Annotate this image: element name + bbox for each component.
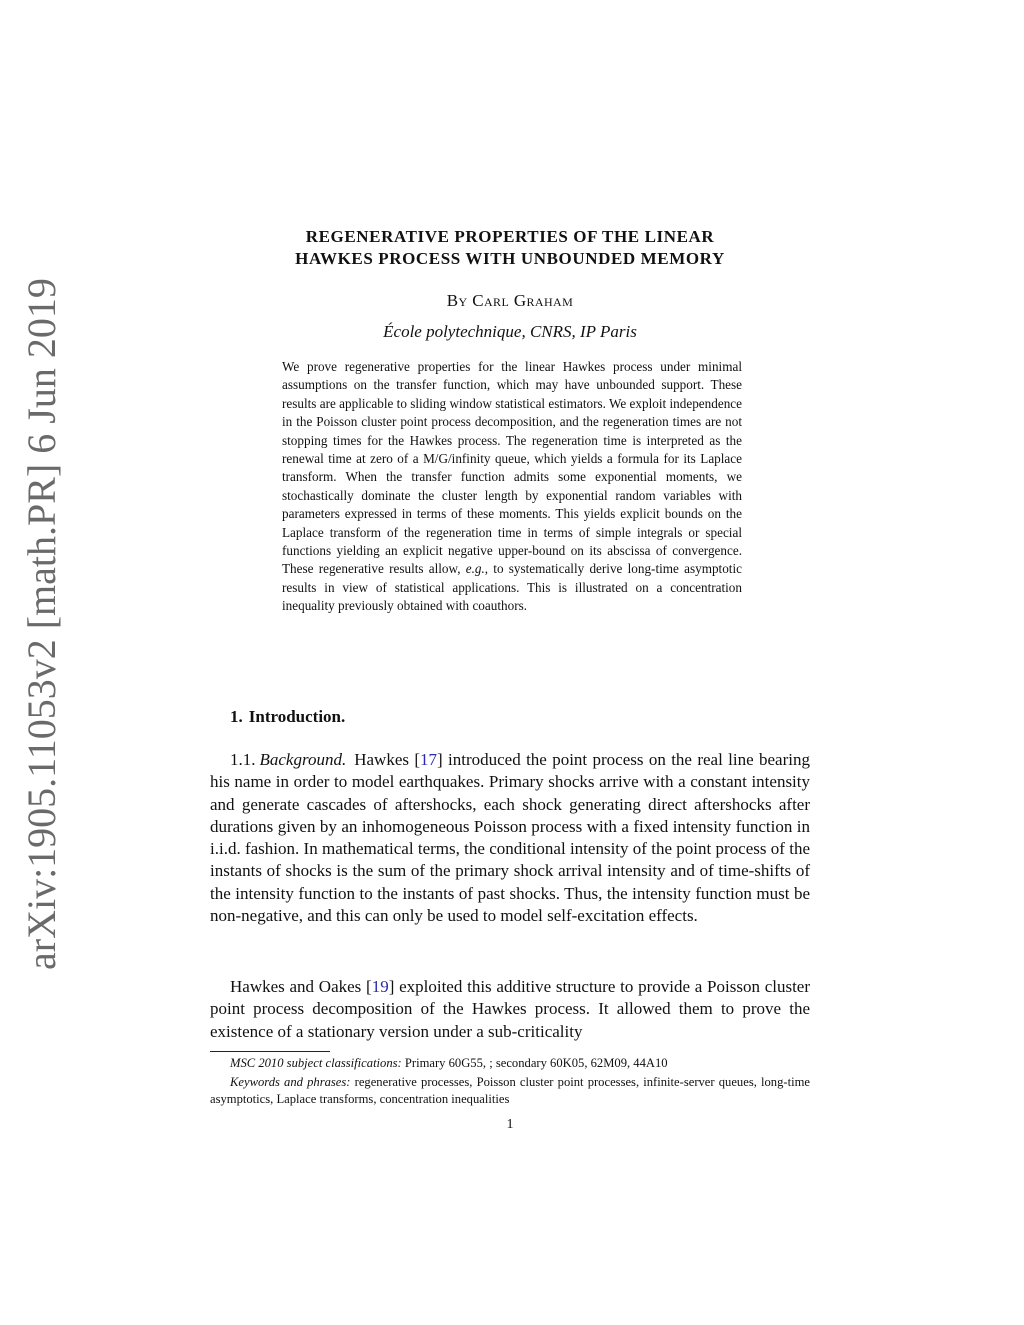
citation-link-19[interactable]: 19 xyxy=(371,977,389,996)
author-affiliation: École polytechnique, CNRS, IP Paris xyxy=(383,322,637,341)
paragraph1-text-b: ] introduced the point process on the real line bearing his name in order to model earthquakes. Primary shocks arrive with a constant intensity and generate cascades of aftershocks, each shock generating direct aftershocks after durations given by an inhomogeneous Poisson process with a fixed intensity function in i.i.d. fashion. In mathematical terms, the conditional intensity of the point process of the instants of shocks is the sum of the primary shock arrival intensity and of time-shifts of the intensity function to the instants of past shocks. Thus, the intensity function must be non-negative, and this can only be used to model self-excitation effects. xyxy=(210,750,810,926)
title-line-1: REGENERATIVE PROPERTIES OF THE LINEAR xyxy=(305,227,715,246)
page-number: 1 xyxy=(506,1117,514,1132)
arxiv-identifier-stamp: arXiv:1905.11053v2 [math.PR] 6 Jun 2019 xyxy=(19,278,64,970)
paragraph-background xyxy=(210,749,810,927)
section-title: Introduction. xyxy=(248,707,346,726)
msc-label: MSC 2010 subject classifications: xyxy=(230,1056,402,1070)
footnote-keywords xyxy=(210,1074,810,1108)
paragraph2-text-b: ] exploited this additive structure to provide a Poisson cluster point process decomposition of the Hawkes process. It allowed them to prove the existence of a stationary version under a sub-criticality xyxy=(210,977,811,1041)
msc-text: Primary 60G55, ; secondary 60K05, 62M09, 44A10 xyxy=(401,1056,668,1070)
section-heading xyxy=(230,707,345,727)
abstract xyxy=(282,358,742,616)
keywords-label: Keywords and phrases: xyxy=(230,1075,351,1089)
abstract-eg: e.g. xyxy=(465,561,485,577)
paragraph2-text-a: Hawkes and Oakes [ xyxy=(230,977,372,996)
citation-link-17[interactable]: 17 xyxy=(420,750,437,769)
abstract-text-2: , to systematically derive long-time asymptotic results in view of statistical applications. This is illustrated on a concentration inequality previously obtained with coauthors. xyxy=(282,561,742,614)
paper-title xyxy=(200,226,820,270)
abstract-text-1: We prove regenerative properties for the linear Hawkes process under minimal assumptions on the transfer function, which may have unbounded support. These results are applicable to sliding window statistical estimators. We exploit independence in the Poisson cluster point process decomposition, and the regeneration times are not stopping times for the Hawkes process. The regeneration time is interpreted as the renewal time at zero of a M/G/infinity queue, which yields a formula for its Laplace transform. When the transfer function admits some exponential moments, we stochastically dominate the cluster length by exponential random variables with parameters expressed in terms of these moments. This yields explicit bounds on the Laplace transform of the regeneration time in terms of simple integrals or special functions yielding an explicit negative upper-bound on its abscissa of convergence. These regenerative results allow, xyxy=(282,359,742,577)
paragraph-hawkes-oakes xyxy=(210,976,810,1043)
title-line-2: HAWKES PROCESS WITH UNBOUNDED MEMORY xyxy=(295,249,725,268)
keywords-text: regenerative processes, Poisson cluster point processes, infinite-server queues, long-time asymptotics, Laplace transforms, concentration inequalities xyxy=(210,1075,810,1106)
footnote-rule xyxy=(210,1051,330,1052)
subsection-number: 1.1. xyxy=(230,750,256,769)
paragraph1-text-a: Hawkes [ xyxy=(354,750,420,769)
section-number: 1. xyxy=(230,707,243,726)
author-byline: By Carl Graham xyxy=(446,291,574,310)
footnote-msc xyxy=(210,1055,810,1072)
subsection-title: Background. xyxy=(259,750,347,769)
